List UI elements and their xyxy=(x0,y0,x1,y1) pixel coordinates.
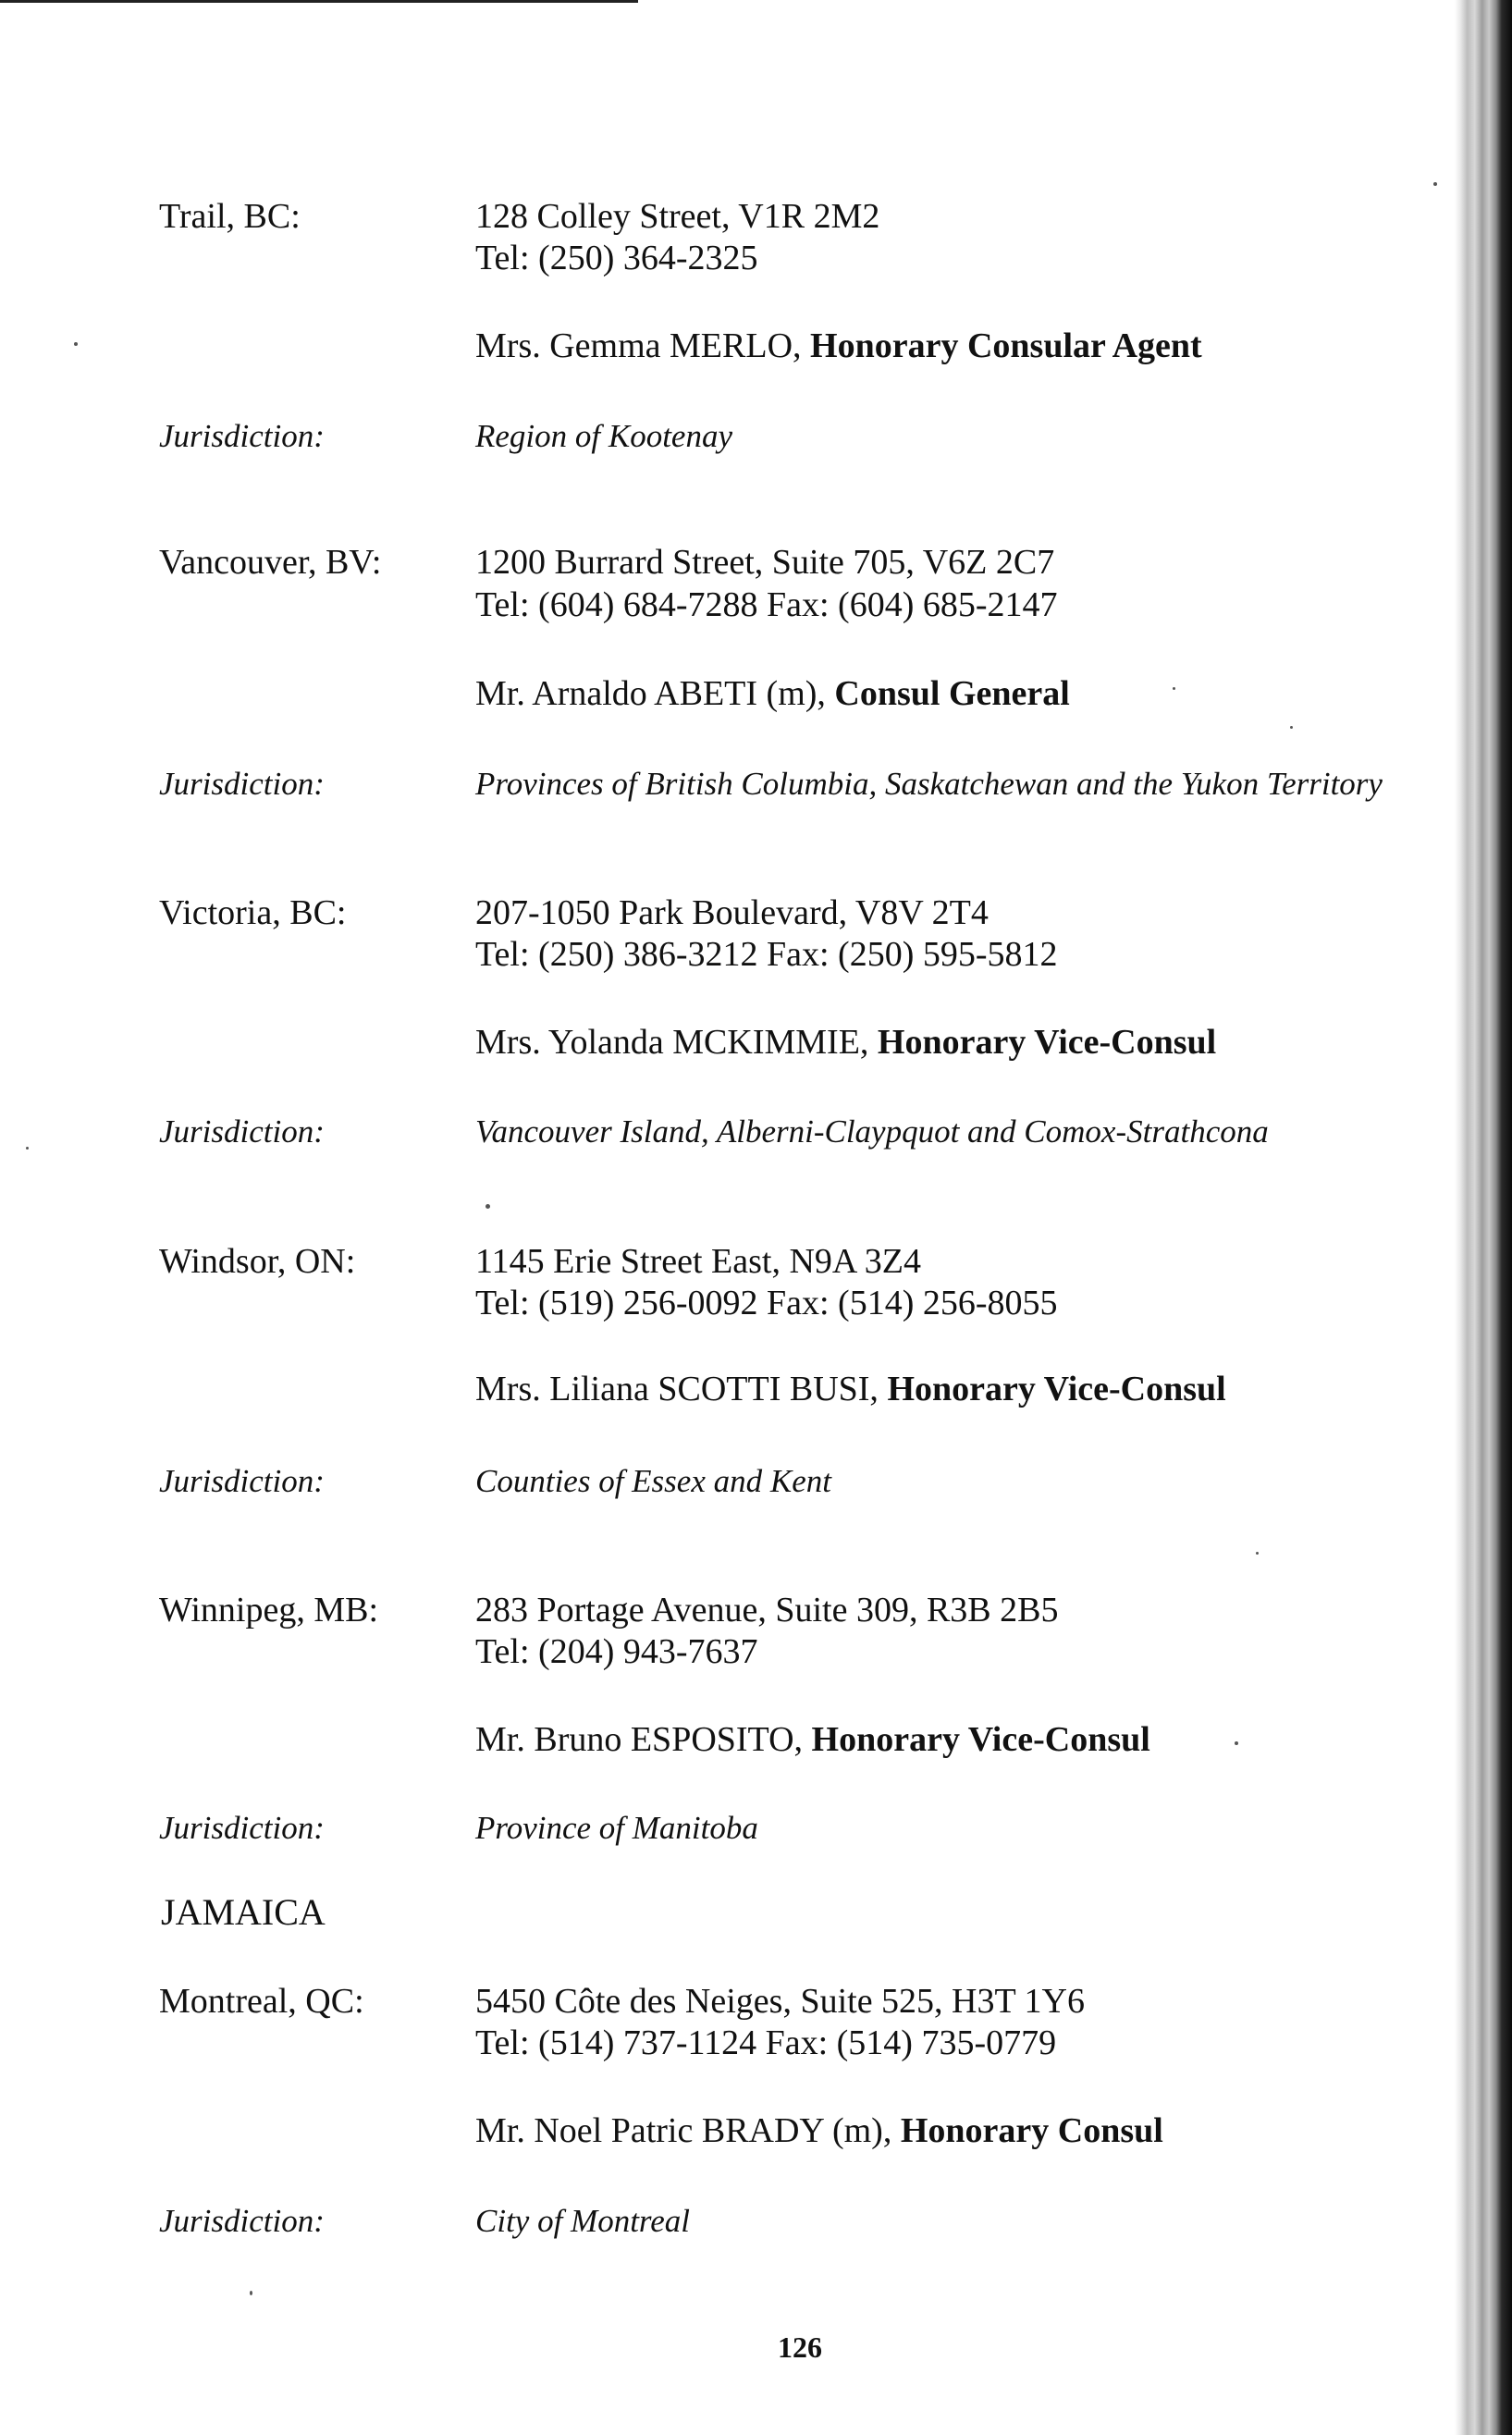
city-label: Winnipeg, MB: xyxy=(159,1591,379,1629)
scan-speck xyxy=(1290,726,1293,729)
official-title: Honorary Consul xyxy=(900,2111,1163,2150)
official-name: Mr. Bruno ESPOSITO, xyxy=(475,1720,812,1759)
official-title: Consul General xyxy=(834,674,1070,713)
official xyxy=(475,1020,1216,1064)
official-name: Mrs. Yolanda MCKIMMIE, xyxy=(475,1023,878,1062)
address: 283 Portage Avenue, Suite 309, R3B 2B5 xyxy=(475,1591,1059,1629)
jurisdiction-value: Vancouver Island, Alberni-Claypquot and Comox-Strathcona xyxy=(475,1113,1269,1150)
jurisdiction-label: Jurisdiction: xyxy=(159,1810,325,1846)
scan-speck xyxy=(1256,1552,1259,1555)
scan-speck xyxy=(74,342,78,346)
phone: Tel: (514) 737-1124 Fax: (514) 735-0779 xyxy=(475,2023,1057,2062)
phone: Tel: (604) 684-7288 Fax: (604) 685-2147 xyxy=(475,585,1058,624)
phone: Tel: (250) 386-3212 Fax: (250) 595-5812 xyxy=(475,935,1058,974)
city-label: Trail, BC: xyxy=(159,197,301,236)
section-heading-jamaica: JAMAICA xyxy=(161,1891,326,1933)
scan-speck xyxy=(250,2291,252,2295)
city-label: Windsor, ON: xyxy=(159,1242,356,1281)
scan-speck xyxy=(1173,687,1175,690)
official xyxy=(475,324,1202,368)
official xyxy=(475,2109,1163,2153)
official-name: Mrs. Liliana SCOTTI BUSI, xyxy=(475,1370,888,1408)
jurisdiction-label: Jurisdiction: xyxy=(159,1463,325,1499)
official-title: Honorary Vice-Consul xyxy=(887,1370,1226,1408)
city-label: Vancouver, BV: xyxy=(159,543,382,582)
phone: Tel: (204) 943-7637 xyxy=(475,1632,758,1671)
address: 1145 Erie Street East, N9A 3Z4 xyxy=(475,1242,921,1281)
jurisdiction-value: City of Montreal xyxy=(475,2203,691,2239)
official xyxy=(475,1367,1226,1411)
phone: Tel: (250) 364-2325 xyxy=(475,239,758,277)
official-name: Mrs. Gemma MERLO, xyxy=(475,326,811,365)
city-label: Montreal, QC: xyxy=(159,1982,364,2021)
official xyxy=(475,671,1070,716)
address: 207-1050 Park Boulevard, V8V 2T4 xyxy=(475,893,989,932)
jurisdiction-value: Counties of Essex and Kent xyxy=(475,1463,831,1499)
scan-speck xyxy=(1235,1741,1238,1745)
address: 128 Colley Street, V1R 2M2 xyxy=(475,197,880,236)
address: 1200 Burrard Street, Suite 705, V6Z 2C7 xyxy=(475,543,1055,582)
official-title: Honorary Vice-Consul xyxy=(811,1720,1150,1759)
jurisdiction-label: Jurisdiction: xyxy=(159,418,325,454)
scan-speck xyxy=(486,1204,490,1209)
phone: Tel: (519) 256-0092 Fax: (514) 256-8055 xyxy=(475,1284,1058,1322)
jurisdiction-label: Jurisdiction: xyxy=(159,766,325,802)
page-number: 126 xyxy=(778,2330,822,2364)
jurisdiction-value: Provinces of British Columbia, Saskatchewan and the Yukon Territory xyxy=(475,766,1383,802)
jurisdiction-value: Province of Manitoba xyxy=(475,1810,758,1846)
official-name: Mr. Noel Patric BRADY (m), xyxy=(475,2111,901,2150)
official-title: Honorary Vice-Consul xyxy=(877,1023,1217,1062)
address: 5450 Côte des Neiges, Suite 525, H3T 1Y6 xyxy=(475,1982,1085,2021)
scan-speck xyxy=(1433,182,1437,186)
scan-top-edge xyxy=(0,0,638,3)
jurisdiction-label: Jurisdiction: xyxy=(159,2203,325,2239)
jurisdiction-label: Jurisdiction: xyxy=(159,1113,325,1150)
jurisdiction-value: Region of Kootenay xyxy=(475,418,733,454)
official xyxy=(475,1717,1150,1762)
book-spine-shadow xyxy=(1455,0,1512,2435)
official-name: Mr. Arnaldo ABETI (m), xyxy=(475,674,835,713)
official-title: Honorary Consular Agent xyxy=(810,326,1202,365)
city-label: Victoria, BC: xyxy=(159,893,347,932)
scan-speck xyxy=(26,1147,29,1150)
